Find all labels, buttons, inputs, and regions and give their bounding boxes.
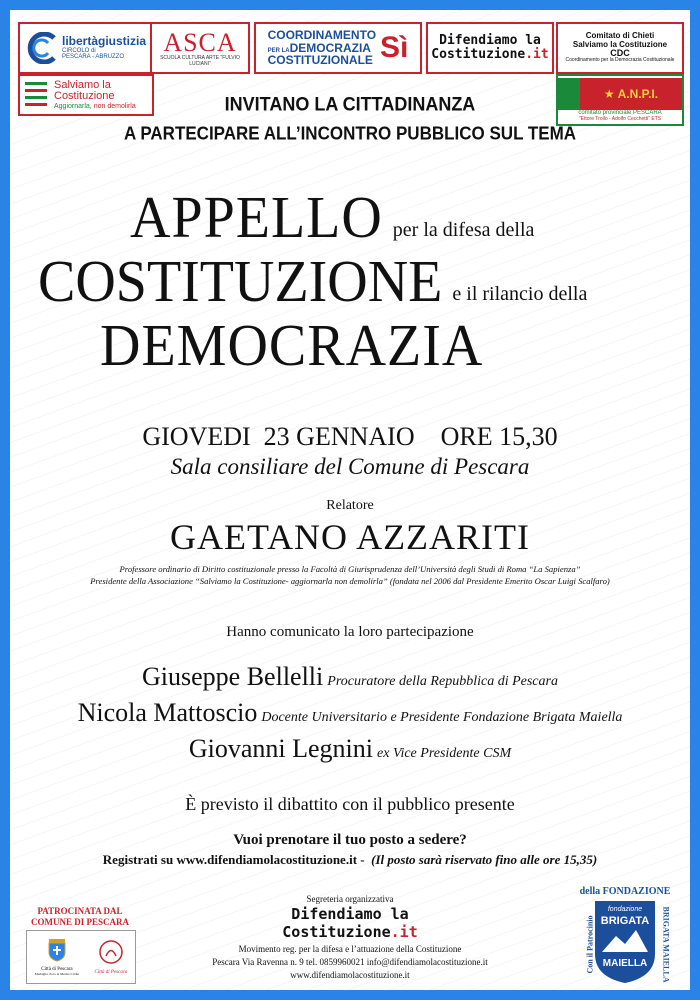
secretariat-logo2a: Costituzione [282,923,391,941]
patronage-line1: PATROCINATA DAL [37,906,123,916]
salviamo-line3b: non demolirla [93,102,136,110]
maiella-shield1: fondazione [607,906,643,913]
logo-coordinamento [254,22,422,74]
lg-swirl-icon [26,32,58,64]
chieti-line2: Salviamo la Costituzione [572,39,668,49]
lg-name: libertàgiustizia [62,34,147,49]
participant-row [10,662,690,692]
title-small1: per la difesa della [392,219,535,241]
register-prefix: Registrati su [102,852,177,867]
booking-question: Vuoi prenotare il tuo posto a sedere? [233,832,467,848]
participant-row [10,734,690,764]
participant-name: Nicola Mattoscio [77,698,258,727]
register-link[interactable]: www.difendiamolacostituzione.it [176,852,358,867]
participant-role: ex Vice Presidente CSM [377,746,512,761]
anpi-line2: "Ettore Troilo - Adolfo Cecchetti" ETS [578,115,662,122]
salviamo-line3a: Aggiornarla, [54,102,94,110]
patronage-line2: COMUNE DI PESCARA [30,917,129,927]
event-datetime: GIOVEDI 23 GENNAIO ORE 15,30 [142,422,558,451]
fondazione-side-right: BRIGATA MAIELLA [661,906,671,983]
asca-sub: SCUOLA CULTURA ARTE "FULVIO LUCIANI" [160,55,240,67]
cdc-democrazia: DEMOCRAZIA [289,40,371,55]
cdc-line1: COORDINAMENTO [267,28,377,43]
register-note: (Il posto sarà riservato fino alle ore 15,35) [371,852,598,867]
dif-top-line2b: .it [525,47,549,62]
secretariat-line2: Pescara Via Ravenna n. 9 tel. 0859960021 info@difendiamolacostituzione.it [212,957,488,967]
pescara-city2: Città di Pescara [94,970,128,975]
maiella-shield3: MAIELLA [602,958,648,969]
speaker-desc1: Professore ordinario di Diritto costituzionale presso la Facoltà di Giurisprudenza dell’Università degli Studi di Roma “La Sapienza” [119,564,581,574]
invite-line1: INVITANO LA CITTADINANZA [224,92,476,115]
debate-text: È previsto il dibattito con il pubblico presente [185,794,515,814]
poster [10,10,690,990]
anpi-line1: comitato provinciale PESCARA [578,110,662,117]
participant-role: Docente Universitario e Presidente Fondazione Brigata Maiella [261,710,623,725]
maiella-shield2: BRIGATA [600,915,650,927]
secretariat-line3[interactable]: www.difendiamolacostituzione.it [290,970,410,980]
speaker-desc2: Presidente della Associazione “Salviamo la Costituzione- aggiornarla non demolirla” (fondata nel 2006 dal Presidente Emerito Oscar Luigi Scalfaro) [90,576,610,586]
maiella-shield [594,900,656,984]
title-costituzione: COSTITUZIONE [38,249,443,315]
fondazione-side-left: Con il Patrocinio [585,915,595,974]
speaker-name: GAETANO AZZARITI [169,517,531,557]
asca-name: ASCA [163,28,237,58]
pescara-city-sub: Medaglia d'oro al Merito Civile [34,972,80,976]
chieti-line1: Comitato di Chieti [585,31,655,41]
register-sep: - [357,852,372,867]
title-democrazia: DEMOCRAZIA [100,313,484,379]
title-line2 [38,250,587,314]
secretariat-label: Segreteria organizzativa [306,894,394,904]
cdc-perla: PER LA [267,47,290,54]
title-appello: APPELLO [130,185,383,251]
logo-difendiamo-top [426,22,554,74]
fondazione-top: della FONDAZIONE [579,886,671,897]
secretariat-logo2b: .it [390,923,418,941]
speaker-label: Relatore [326,498,374,513]
lg-sub2: PESCARA - ABRUZZO [62,54,125,61]
dif-top-line2a: Costituzione [431,47,526,62]
secretariat-logo1: Difendiamo la [291,905,409,923]
logo-asca [150,22,250,74]
salviamo-line1: Salviamo la [54,78,111,91]
logo-libertagiustizia [18,22,154,74]
participant-role: Procuratore della Repubblica di Pescara [327,674,558,689]
participant-row [10,698,690,728]
lg-sub1: CIRCOLO di [62,48,96,54]
salviamo-line2: Costituzione [54,90,115,103]
pescara-city-label: Città di Pescara [41,967,73,972]
title-line1 [130,186,534,250]
cdc-si: Sì [380,31,409,65]
anpi-star-icon: ★ [603,86,615,101]
chieti-line4: Coordinamento per la Democrazia Costituzionale [565,57,675,64]
chieti-line3: CDC [610,48,630,59]
event-venue: Sala consiliare del Comune di Pescara [170,454,530,479]
participant-name: Giovanni Legnini [188,734,374,763]
cdc-line3: COSTITUZIONALE [267,53,373,68]
anpi-name: A.N.P.I. [617,86,659,101]
participant-name: Giuseppe Bellelli [142,662,324,691]
dif-top-line1: Difendiamo la [439,33,541,49]
invite-line2: A PARTECIPARE ALL’INCONTRO PUBBLICO SUL TEMA [123,123,577,144]
participants-label: Hanno comunicato la loro partecipazione [226,624,474,640]
logo-cdc-chieti [556,22,684,74]
secretariat-line1: Movimento reg. per la difesa e l’attuazione della Costituzione [238,944,462,954]
booking-register [10,852,690,868]
title-small2: e il rilancio della [452,283,588,305]
